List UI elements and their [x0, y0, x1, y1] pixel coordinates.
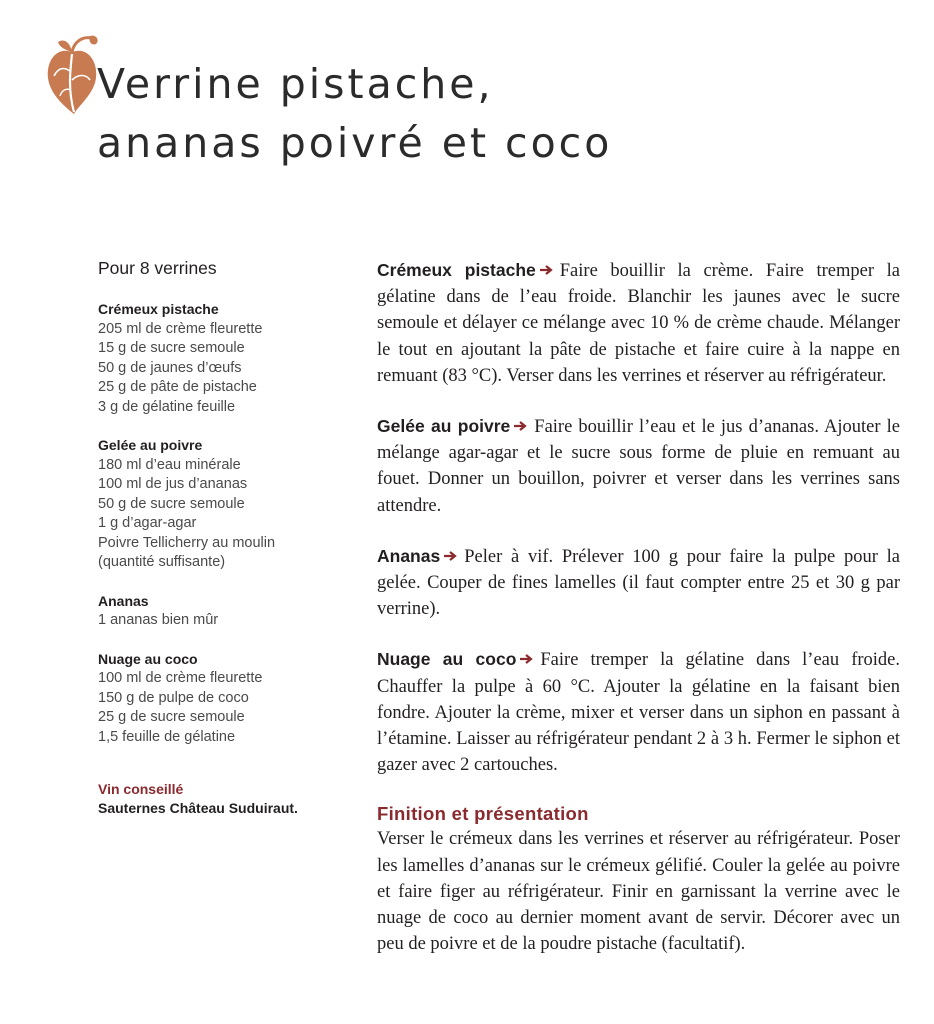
ingredients-list [98, 300, 338, 747]
physalis-leaf-logo-icon [44, 32, 100, 116]
recipe-title-line-2: ananas poivré et coco [97, 119, 613, 167]
instruction-step [377, 413, 900, 519]
steps-list [377, 257, 900, 778]
ingredient-item: 25 g de pâte de pistache [98, 379, 257, 395]
ingredient-group [98, 592, 338, 631]
step-text: Faire tremper la gélatine dans l’eau froide. Chauffer la pulpe à 60 °C. Ajouter la gélatine en la faisant bien fondre. Ajouter la crème, mixer et verser dans un siphon en passant à l’étamine. Laisser au réfrigérateur pendant 2 à 3 h. Fermer le siphon et gazer avec 2 cartouches. [377, 650, 900, 776]
ingredient-item: 180 ml d’eau minérale [98, 456, 241, 473]
ingredient-item: (quantité suffisante) [98, 554, 226, 570]
ingredient-group-title: Ananas [98, 592, 149, 609]
recipe-title-line-1: Verrine pistache, [97, 60, 494, 108]
ingredient-item: Poivre Tellicherry au moulin [98, 534, 276, 551]
instructions-column [377, 257, 900, 957]
step-title: Nuage au coco [377, 649, 517, 670]
ingredient-item: 205 ml de crème fleurette [98, 320, 263, 337]
ingredient-item: 1,5 feuille de gélatine [98, 728, 236, 745]
ingredient-item: 100 ml de crème fleurette [98, 670, 263, 686]
ingredient-item: 50 g de jaunes d’œufs [98, 359, 242, 376]
finition-section [377, 802, 900, 957]
recipe-title [97, 55, 612, 173]
step-text: Faire bouillir la crème. Faire tremper la gélatine dans de l’eau froide. Blanchir les jaunes avec le sucre semoule et délayer ce mélange avec 10 % de crème chaude. Mélanger le tout en ajoutant la pâte de pistache et faire cuire à la nappe en remuant (83 °C). Verser dans les verrines et réserver au réfrigérateur. [377, 261, 901, 386]
ingredient-group [98, 300, 338, 417]
wine-label: Vin conseillé [98, 781, 184, 797]
arrow-right-icon [444, 551, 457, 561]
finition-title: Finition et présentation [377, 803, 589, 825]
ingredient-group-title: Gelée au poivre [98, 437, 203, 453]
ingredient-group [98, 436, 338, 573]
ingredient-item: 100 ml de jus d’ananas [98, 476, 248, 492]
instruction-step [377, 646, 900, 778]
ingredient-item: 25 g de sucre semoule [98, 709, 245, 725]
finition-text: Verser le crémeux dans les verrines et réserver au réfrigérateur. Poser les lamelles d’ananas sur le crémeux gélifié. Couler la gelée au poivre et faire figer au réfrigérateur. Finir en garnissant la verrine avec le nuage de coco au dernier moment avant de servir. Décorer avec un peu de poivre et de la poudre pistache (facultatif). [377, 829, 900, 955]
ingredient-group-title: Nuage au coco [98, 650, 198, 667]
arrow-right-icon [520, 654, 533, 664]
arrow-right-icon [540, 265, 553, 275]
instruction-step [377, 543, 900, 623]
ingredient-item: 1 g d’agar-agar [98, 515, 197, 531]
step-title: Crémeux pistache [377, 260, 536, 280]
ingredient-item: 15 g de sucre semoule [98, 340, 245, 356]
ingredient-group-title: Crémeux pistache [98, 301, 219, 317]
instruction-step [377, 257, 900, 389]
servings-heading: Pour 8 verrines [98, 258, 217, 278]
step-title: Ananas [377, 545, 441, 566]
ingredient-item: 3 g de gélatine feuille [98, 398, 236, 415]
ingredients-column [98, 258, 338, 818]
step-title: Gelée au poivre [377, 416, 511, 437]
ingredient-group [98, 650, 338, 748]
ingredient-item: 150 g de pulpe de coco [98, 689, 249, 706]
wine-recommendation [98, 780, 338, 818]
step-text: Faire bouillir l’eau et le jus d’ananas. Ajouter le mélange agar-agar et le sucre sous forme de pluie en remuant au fouet. Donner un bouillon, poivrer et verser dans les verrines sans attendre. [377, 417, 900, 516]
ingredient-item: 1 ananas bien mûr [98, 612, 219, 628]
wine-name: Sauternes Château Suduiraut. [98, 800, 298, 816]
step-text: Peler à vif. Prélever 100 g pour faire la pulpe pour la gelée. Couper de fines lamelles (il faut compter entre 25 et 30 g par verrine). [377, 546, 900, 620]
arrow-right-icon [514, 421, 527, 431]
ingredient-item: 50 g de sucre semoule [98, 495, 245, 512]
